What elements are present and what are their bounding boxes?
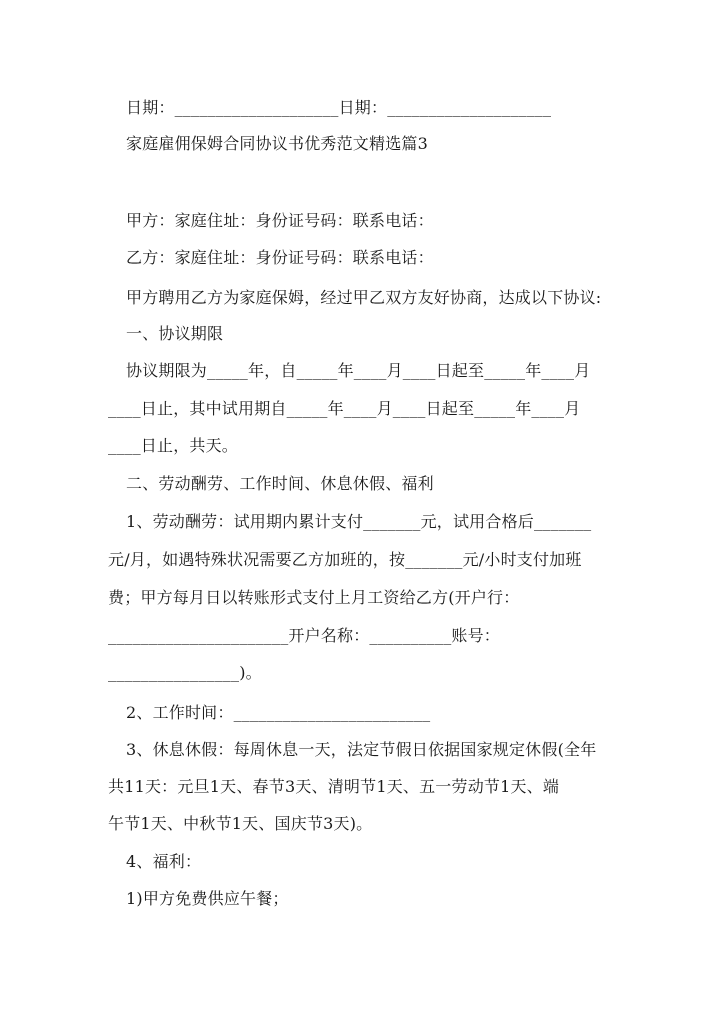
welfare-heading: 4、福利： [126,852,202,871]
section-heading-compensation: 二、劳动酬劳、工作时间、休息休假、福利 [126,474,434,493]
leave-paragraph-line-2: 共11天：元旦1天、春节3天、清明节1天、五一劳动节1天、端 [108,777,560,796]
pay-paragraph-line-2: 元/月，如遇特殊状况需要乙方加班的，按_______元/小时支付加班 [108,550,582,569]
welfare-item-1: 1)甲方免费供应午餐； [126,889,289,908]
date-line: 日期：____________________日期：____________________ [126,98,552,117]
pay-paragraph-line-5: ________________)。 [108,663,262,682]
party-a-line: 甲方：家庭住址：身份证号码：联系电话： [126,211,434,230]
party-b-line: 乙方：家庭住址：身份证号码：联系电话： [126,248,434,267]
section-heading-term: 一、协议期限 [126,324,224,343]
intro-paragraph: 甲方聘用乙方为家庭保姆，经过甲乙双方友好协商，达成以下协议: [126,288,602,307]
document-title: 家庭雇佣保姆合同协议书优秀范文精选篇3 [126,134,428,153]
term-paragraph-line-2: ____日止，其中试用期自_____年____月____日起至_____年____月 [108,399,581,418]
term-paragraph-line-1: 协议期限为_____年，自_____年____月____日起至_____年____月 [126,361,591,380]
leave-paragraph-line-1: 3、休息休假：每周休息一天，法定节假日依据国家规定休假(全年 [126,740,597,759]
leave-paragraph-line-3: 午节1天、中秋节1天、国庆节3天)。 [108,814,373,833]
term-paragraph-line-3: ____日止，共天。 [108,436,239,455]
pay-paragraph-line-1: 1、劳动酬劳：试用期内累计支付_______元，试用合格后_______ [126,512,592,531]
pay-paragraph-line-4: ______________________开户名称：__________账号： [108,626,501,645]
pay-paragraph-line-3: 费；甲方每月日以转账形式支付上月工资给乙方(开户行： [108,588,520,607]
work-hours-line: 2、工作时间：________________________ [126,703,431,722]
